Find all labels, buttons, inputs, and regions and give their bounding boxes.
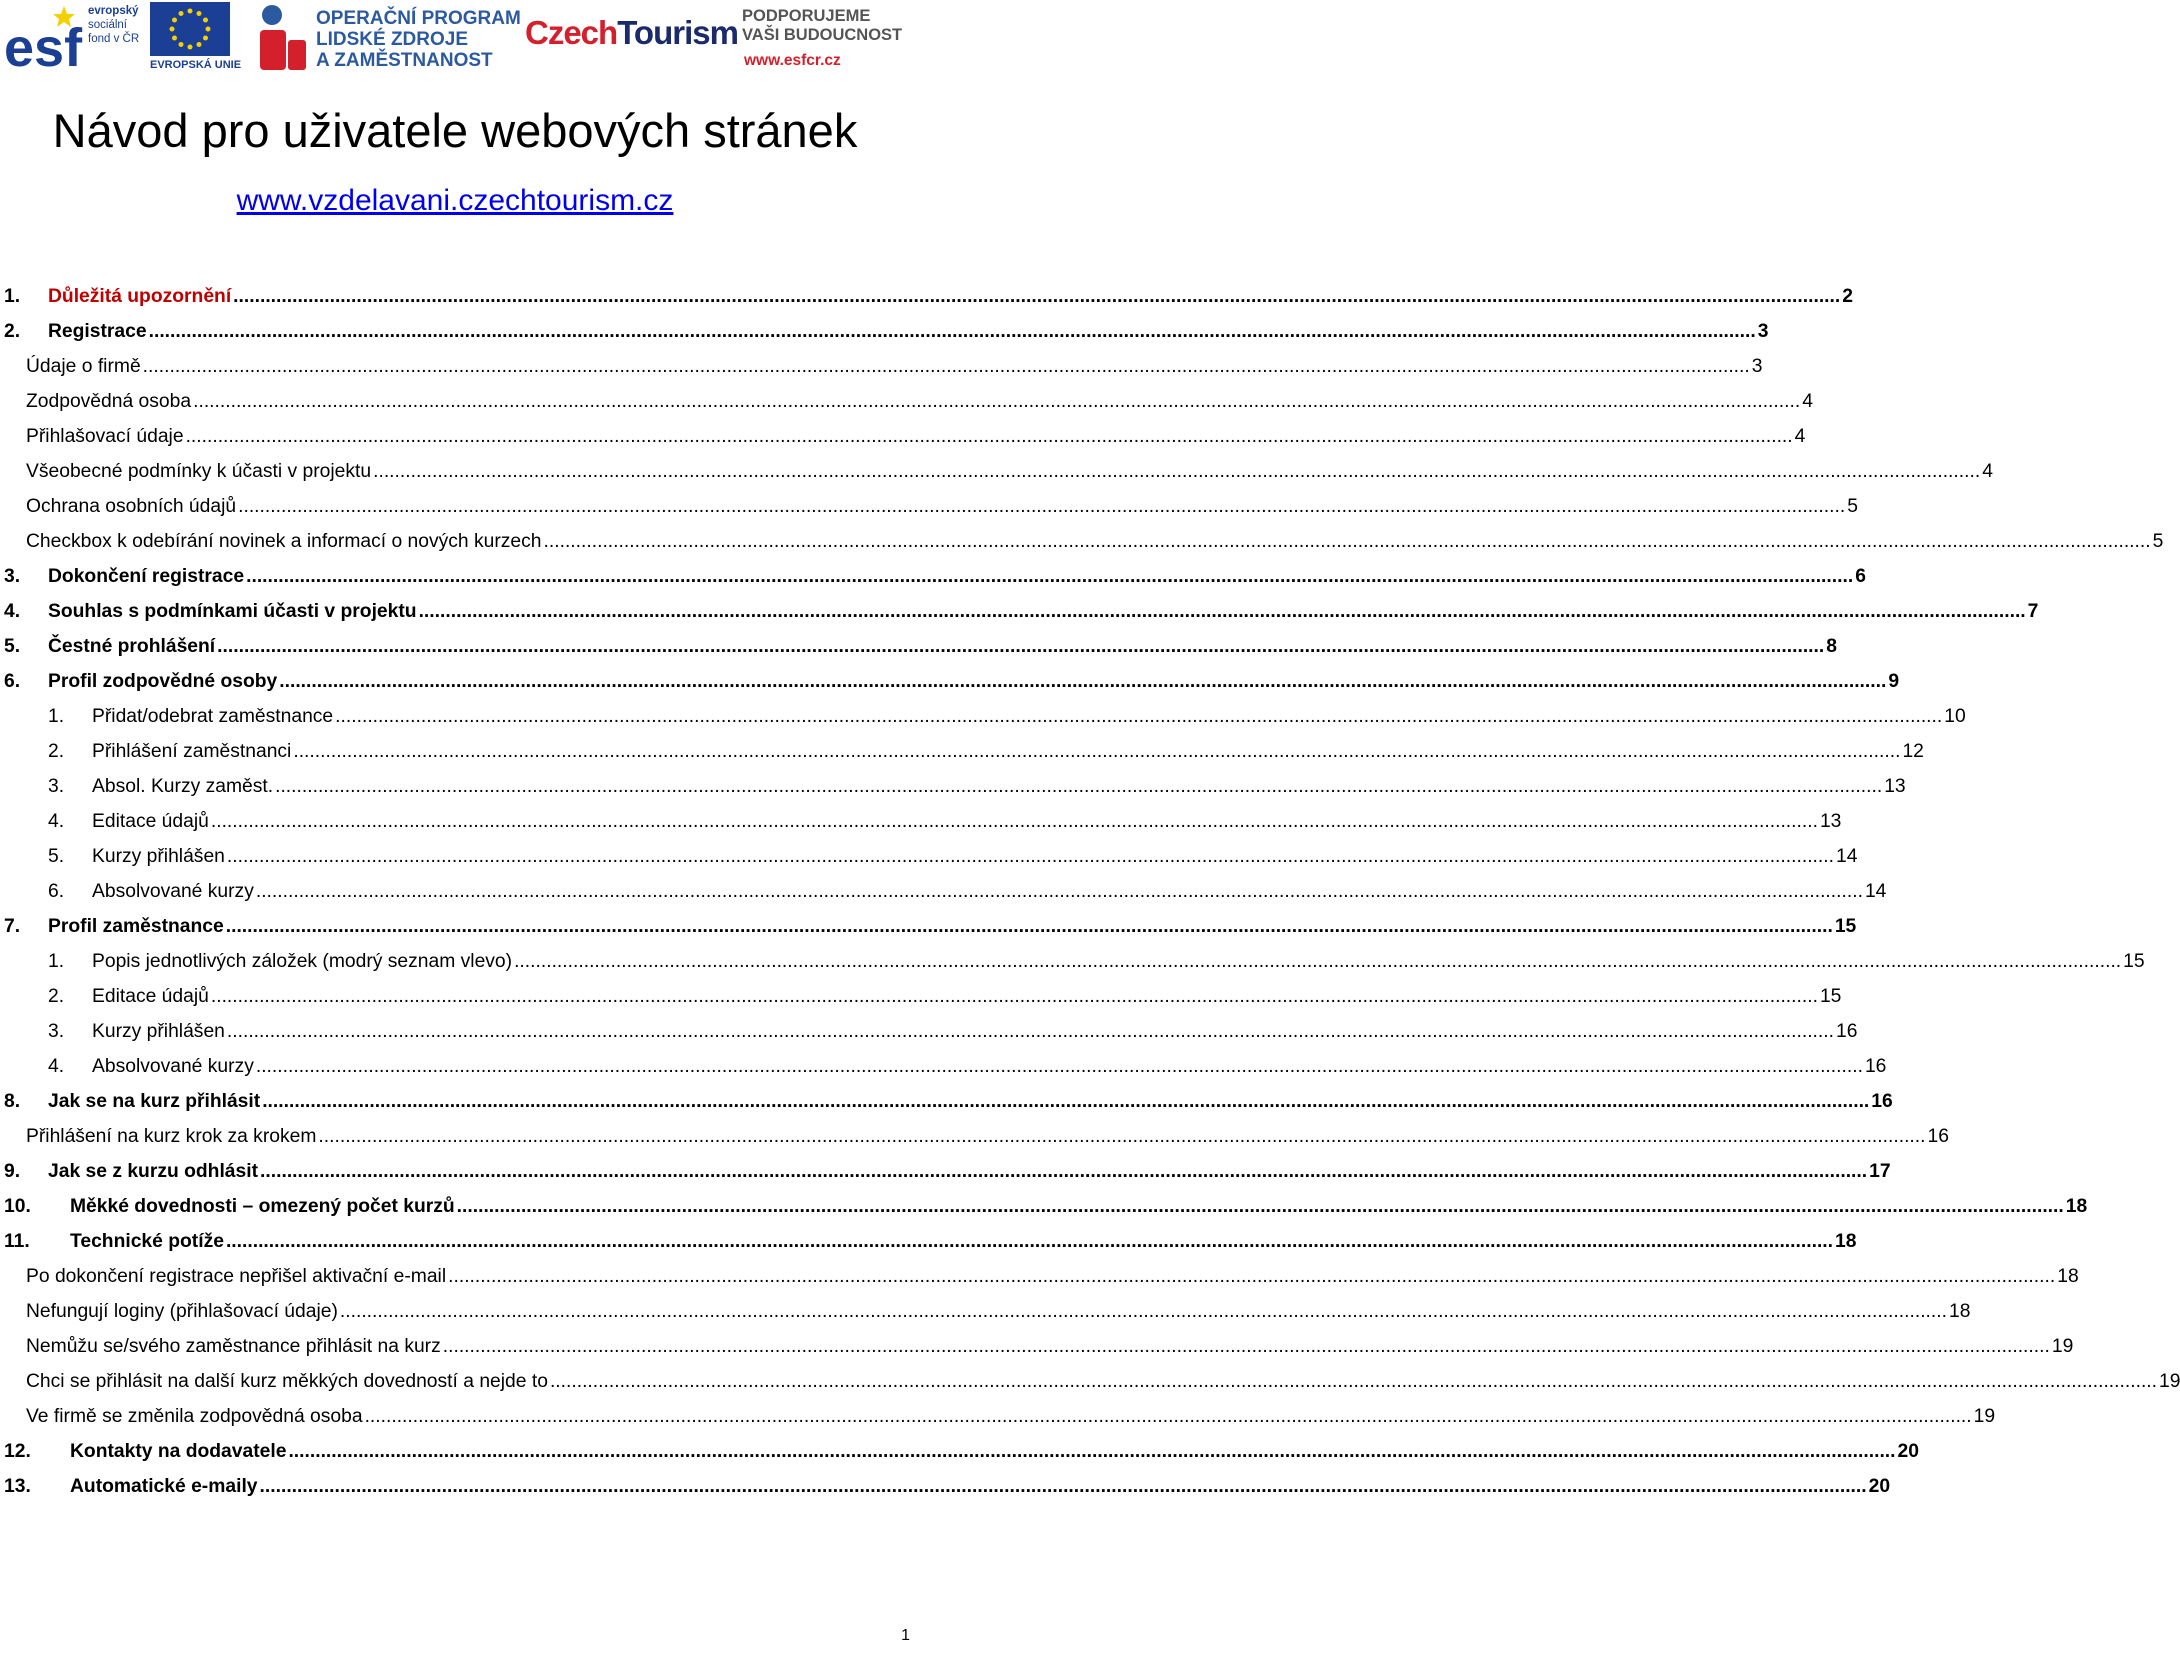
toc-entry[interactable]	[0, 594, 2039, 629]
toc-entry[interactable]	[0, 279, 1853, 314]
toc-entry-page: 2	[1842, 285, 1853, 307]
toc-entry-number: 1.	[4, 285, 21, 307]
toc-entry[interactable]	[0, 1259, 2079, 1294]
esf-logo-text: evropský sociální fond v ČR	[88, 5, 140, 45]
toc-entry-page: 13	[1884, 775, 1906, 797]
toc-entry-title: Editace údajů	[92, 810, 209, 832]
toc-entry-page: 4	[1982, 460, 1993, 482]
toc-dot-leader: ............................................................................................................................................................................................................................................................................................................	[238, 495, 1846, 517]
toc-entry-page: 14	[1835, 845, 1858, 867]
toc-entry-number: 13.	[4, 1475, 31, 1497]
toc-entry-title: Profil zodpovědné osoby	[48, 670, 278, 692]
toc-entry-number: 4.	[4, 600, 21, 622]
toc-entry-title: Chci se přihlásit na další kurz měkkých dovedností a nejde to	[26, 1370, 548, 1392]
toc-dot-leader: ............................................................................................................................................................................................................................................................................................................	[225, 915, 1833, 937]
toc-dot-leader: ............................................................................................................................................................................................................................................................................................................	[260, 1160, 1868, 1182]
toc-entry-page: 19	[1973, 1405, 1996, 1427]
toc-entry-page: 16	[1927, 1125, 1949, 1147]
toc-entry[interactable]	[0, 1154, 1891, 1189]
toc-dot-leader: ............................................................................................................................................................................................................................................................................................................	[255, 1055, 1863, 1077]
toc-entry[interactable]	[0, 629, 1837, 664]
toc-entry[interactable]	[0, 1329, 2074, 1364]
toc-entry-number: 11.	[4, 1230, 30, 1252]
toc-entry-title: Čestné prohlášení	[48, 635, 216, 657]
toc-entry[interactable]	[0, 454, 1993, 489]
toc-entry-page: 3	[1751, 355, 1763, 377]
toc-entry-title: Souhlas s podmínkami účasti v projektu	[48, 600, 417, 622]
toc-entry-title: Nefungují loginy (přihlašovací údaje)	[26, 1300, 338, 1322]
toc-entry[interactable]	[0, 489, 1858, 524]
toc-entry-title: Jak se z kurzu odhlásit	[48, 1160, 259, 1182]
toc-entry-number: 10.	[4, 1195, 31, 1217]
toc-entry-number: 9.	[4, 1160, 21, 1182]
toc-entry-title: Editace údajů	[92, 985, 209, 1007]
toc-entry[interactable]	[0, 524, 2164, 559]
toc-entry-number: 4.	[48, 1055, 65, 1077]
op-logo-icon	[258, 2, 308, 72]
toc-entry-page: 13	[1819, 810, 1842, 832]
toc-entry-title: Všeobecné podmínky k účasti v projektu	[26, 460, 372, 482]
toc-entry-page: 15	[1819, 985, 1842, 1007]
toc-entry-number: 12.	[4, 1440, 31, 1462]
toc-entry[interactable]	[0, 769, 1906, 804]
toc-entry[interactable]	[0, 1084, 1893, 1119]
toc-entry[interactable]	[0, 1364, 2180, 1399]
toc-entry-title: Nemůžu se/svého zaměstnance přihlásit na kurz	[26, 1335, 441, 1357]
toc-entry[interactable]	[0, 979, 1842, 1014]
esfcr-logo-text: PODPORUJEME VAŠI BUDOUCNOST	[742, 7, 903, 44]
toc-entry[interactable]	[0, 664, 1900, 699]
toc-entry-title: Důležitá upozornění	[48, 285, 232, 307]
toc-entry-title: Checkbox k odebírání novinek a informací o nových kurzech	[26, 530, 542, 552]
toc-dot-leader: ............................................................................................................................................................................................................................................................................................................	[456, 1195, 2064, 1217]
toc-entry-number: 8.	[4, 1090, 21, 1112]
toc-entry-page: 17	[1869, 1160, 1891, 1182]
toc-dot-leader: ............................................................................................................................................................................................................................................................................................................	[142, 355, 1750, 377]
toc-entry-title: Kurzy přihlášen	[92, 1020, 225, 1042]
toc-entry-title: Přihlášení na kurz krok za krokem	[26, 1125, 317, 1147]
toc-entry-number: 7.	[4, 915, 21, 937]
toc-entry-number: 4.	[48, 810, 65, 832]
toc-dot-leader: ............................................................................................................................................................................................................................................................................................................	[275, 775, 1883, 797]
toc-entry-title: Přidat/odebrat zaměstnance	[92, 705, 334, 727]
toc-entry-title: Ve firmě se změnila zodpovědná osoba	[26, 1405, 363, 1427]
toc-entry-page: 16	[1835, 1020, 1858, 1042]
toc-entry-title: Po dokončení registrace nepřišel aktivační e-mail	[26, 1265, 447, 1287]
toc-entry[interactable]	[0, 384, 1813, 419]
toc-entry-title: Absolvované kurzy	[92, 880, 254, 902]
toc-dot-leader: ............................................................................................................................................................................................................................................................................................................	[543, 530, 2151, 552]
toc-entry-page: 16	[1871, 1090, 1893, 1112]
toc-dot-leader: ............................................................................................................................................................................................................................................................................................................	[335, 705, 1943, 727]
toc-entry-page: 16	[1864, 1055, 1887, 1077]
toc-dot-leader: ............................................................................................................................................................................................................................................................................................................	[448, 1265, 2056, 1287]
toc-dot-leader: ............................................................................................................................................................................................................................................................................................................	[148, 320, 1756, 342]
toc-entry-number: 6.	[4, 670, 21, 692]
toc-entry-title: Absolvované kurzy	[92, 1055, 254, 1077]
toc-entry-title: Absol. Kurzy zaměst.	[92, 775, 274, 797]
toc-entry-title: Technické potíže	[70, 1230, 224, 1252]
toc-entry[interactable]	[0, 874, 1887, 909]
toc-entry-title: Registrace	[48, 320, 147, 342]
toc-dot-leader: ............................................................................................................................................................................................................................................................................................................	[549, 1370, 2158, 1392]
toc-entry-page: 5	[1847, 495, 1858, 517]
toc-entry-number: 2.	[4, 320, 21, 342]
toc-entry-number: 2.	[48, 985, 65, 1007]
toc-entry-page: 15	[2123, 950, 2145, 972]
toc-dot-leader: ............................................................................................................................................................................................................................................................................................................	[226, 845, 1834, 867]
toc-entry-title: Popis jednotlivých záložek (modrý seznam vlevo)	[92, 950, 513, 972]
toc-entry[interactable]	[0, 314, 1769, 349]
toc-entry-page: 18	[1948, 1300, 1971, 1322]
toc-entry[interactable]	[0, 1189, 2088, 1224]
esfcr-url: www.esfcr.cz	[744, 52, 841, 69]
toc-entry[interactable]	[0, 699, 1966, 734]
toc-entry[interactable]	[0, 419, 1806, 454]
toc-dot-leader: ............................................................................................................................................................................................................................................................................................................	[210, 810, 1818, 832]
toc-dot-leader: ............................................................................................................................................................................................................................................................................................................	[262, 1090, 1870, 1112]
toc-entry-title: Ochrana osobních údajů	[26, 495, 237, 517]
page-number: 1	[901, 1627, 910, 1644]
toc-dot-leader: ............................................................................................................................................................................................................................................................................................................	[246, 565, 1854, 587]
toc-entry[interactable]	[0, 559, 1866, 594]
toc-entry-title: Kontakty na dodavatele	[70, 1440, 287, 1462]
toc-dot-leader: ............................................................................................................................................................................................................................................................................................................	[442, 1335, 2050, 1357]
toc-entry-title: Zodpovědná osoba	[26, 390, 192, 412]
toc-entry-title: Měkké dovednosti – omezený počet kurzů	[70, 1195, 455, 1217]
toc-entry-page: 10	[1944, 705, 1966, 727]
toc-dot-leader: ............................................................................................................................................................................................................................................................................................................	[210, 985, 1818, 1007]
toc-entry[interactable]	[0, 734, 1924, 769]
toc-entry-title: Dokončení registrace	[48, 565, 245, 587]
toc-entry-page: 5	[2152, 530, 2164, 552]
toc-entry-title: Přihlašovací údaje	[26, 425, 184, 447]
toc-dot-leader: ............................................................................................................................................................................................................................................................................................................	[255, 880, 1863, 902]
toc-entry-page: 18	[2057, 1265, 2079, 1287]
toc-entry[interactable]	[0, 1224, 1857, 1259]
toc-entry-page: 18	[2065, 1195, 2088, 1217]
website-link[interactable]: www.vzdelavani.czechtourism.cz	[236, 184, 674, 217]
toc-entry-page: 4	[1802, 390, 1813, 412]
toc-dot-leader: ............................................................................................................................................................................................................................................................................................................	[339, 1300, 1947, 1322]
toc-entry-page: 6	[1855, 565, 1866, 587]
toc-entry-page: 9	[1888, 670, 1900, 692]
toc-dot-leader: ............................................................................................................................................................................................................................................................................................................	[418, 600, 2026, 622]
toc-entry-page: 7	[2027, 600, 2039, 622]
eu-flag-icon	[150, 2, 230, 56]
toc-entry-page: 4	[1794, 425, 1806, 447]
toc-entry-page: 20	[1897, 1440, 1919, 1462]
document-title: Návod pro uživatele webových stránek	[52, 104, 858, 157]
toc-entry-title: Profil zaměstnance	[48, 915, 224, 937]
toc-dot-leader: ............................................................................................................................................................................................................................................................................................................	[233, 285, 1841, 307]
toc-dot-leader: ............................................................................................................................................................................................................................................................................................................	[193, 390, 1801, 412]
logo-bar	[0, 0, 960, 80]
toc-entry-page: 3	[1757, 320, 1769, 342]
op-logo-text: OPERAČNÍ PROGRAM LIDSKÉ ZDROJE A ZAMĚSTNANOST	[316, 8, 521, 71]
toc-entry[interactable]	[0, 1014, 1858, 1049]
toc-entry-number: 3.	[48, 1020, 65, 1042]
toc-entry[interactable]	[0, 1049, 1887, 1084]
toc-entry-page: 15	[1834, 915, 1857, 937]
toc-entry-number: 1.	[48, 950, 65, 972]
toc-dot-leader: ............................................................................................................................................................................................................................................................................................................	[293, 740, 1901, 762]
toc-entry-title: Přihlášení zaměstnanci	[92, 740, 292, 762]
toc-dot-leader: ............................................................................................................................................................................................................................................................................................................	[226, 1020, 1834, 1042]
toc-entry[interactable]	[0, 839, 1858, 874]
svg-text:esf: esf	[4, 18, 83, 78]
toc-entry-number: 3.	[4, 565, 21, 587]
toc-dot-leader: ............................................................................................................................................................................................................................................................................................................	[279, 670, 1887, 692]
toc-dot-leader: ............................................................................................................................................................................................................................................................................................................	[217, 635, 1825, 657]
toc-entry-page: 18	[1835, 1230, 1857, 1252]
toc-entry-number: 6.	[48, 880, 65, 902]
toc-dot-leader: ............................................................................................................................................................................................................................................................................................................	[364, 1405, 1972, 1427]
toc-dot-leader: ............................................................................................................................................................................................................................................................................................................	[225, 1230, 1834, 1252]
toc-dot-leader: ............................................................................................................................................................................................................................................................................................................	[185, 425, 1793, 447]
toc-entry-number: 2.	[48, 740, 65, 762]
toc-entry-title: Jak se na kurz přihlásit	[48, 1090, 261, 1112]
eu-logo-text: EVROPSKÁ UNIE	[150, 59, 242, 71]
toc-entry[interactable]	[0, 1399, 1996, 1434]
toc-entry[interactable]	[0, 1469, 1891, 1504]
toc-entry[interactable]	[0, 944, 2145, 979]
toc-entry-number: 1.	[48, 705, 65, 727]
toc-entry[interactable]	[0, 349, 1763, 384]
toc-entry-page: 14	[1864, 880, 1887, 902]
czechtourism-logo: CzechTourism	[525, 14, 738, 51]
toc-entry[interactable]	[0, 909, 1857, 944]
toc-entry[interactable]	[0, 1294, 1971, 1329]
toc-dot-leader: ............................................................................................................................................................................................................................................................................................................	[259, 1475, 1867, 1497]
toc-dot-leader: ............................................................................................................................................................................................................................................................................................................	[288, 1440, 1896, 1462]
toc-entry-number: 5.	[4, 635, 21, 657]
toc-dot-leader: ............................................................................................................................................................................................................................................................................................................	[318, 1125, 1926, 1147]
toc-entry-page: 19	[2051, 1335, 2074, 1357]
toc-entry-page: 8	[1826, 635, 1837, 657]
toc-entry[interactable]	[0, 1119, 1949, 1154]
esf-logo-icon	[4, 2, 86, 78]
toc-entry-number: 3.	[48, 775, 65, 797]
toc-dot-leader: ............................................................................................................................................................................................................................................................................................................	[514, 950, 2122, 972]
toc-entry-title: Kurzy přihlášen	[92, 845, 225, 867]
table-of-contents	[0, 279, 2180, 1504]
toc-entry-number: 5.	[48, 845, 65, 867]
toc-entry-page: 20	[1868, 1475, 1891, 1497]
toc-entry-page: 19	[2159, 1370, 2180, 1392]
toc-entry[interactable]	[0, 804, 1842, 839]
toc-entry[interactable]	[0, 1434, 1919, 1469]
toc-entry-title: Údaje o firmě	[26, 355, 141, 377]
toc-entry-page: 12	[1902, 740, 1924, 762]
toc-entry-title: Automatické e-maily	[70, 1475, 258, 1497]
toc-dot-leader: ............................................................................................................................................................................................................................................................................................................	[373, 460, 1981, 482]
